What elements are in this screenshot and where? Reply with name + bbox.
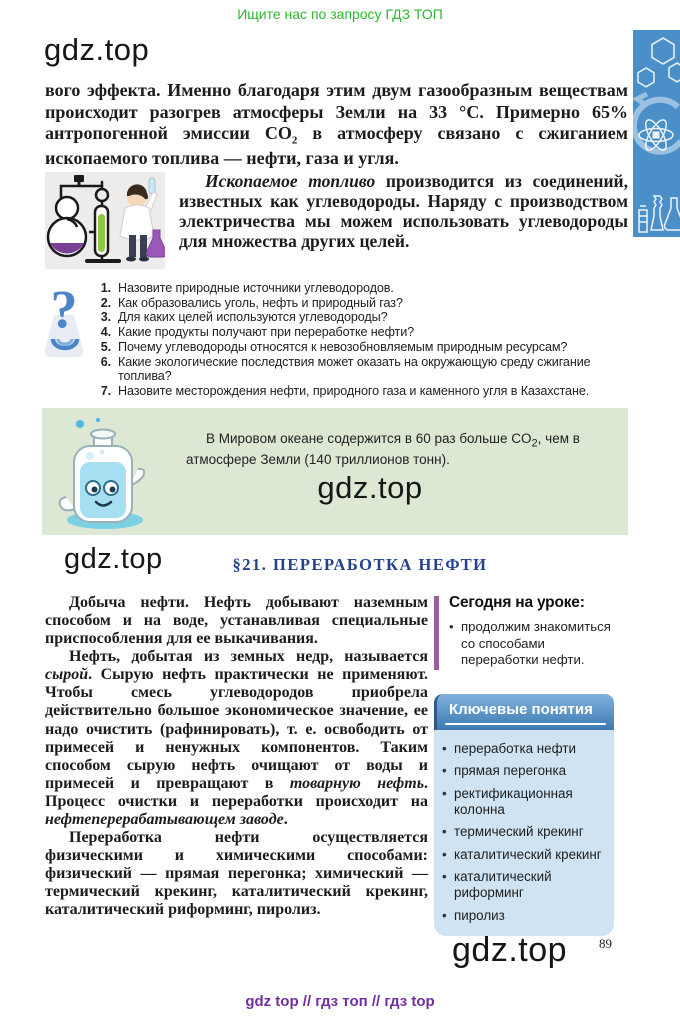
bullet-icon: •: [442, 907, 447, 923]
page-number: 89: [599, 936, 612, 951]
key-concept-item: • переработка нефти: [442, 741, 576, 756]
intro-paragraph: [45, 80, 628, 170]
bullet-icon: •: [442, 824, 447, 840]
questions-block: [42, 281, 628, 399]
fossil-fuel-term: Ископаемое топливо: [205, 171, 376, 191]
header-underline: [445, 723, 606, 725]
question-item: 4. Какие продукты получают при переработке нефти?: [100, 325, 415, 340]
key-concept-item: • пиролиз: [442, 907, 505, 923]
fossil-fuel-section: [45, 172, 628, 269]
today-lesson-title: Сегодня на уроке:: [449, 594, 585, 611]
key-concept-item: • прямая перегонка: [442, 763, 567, 779]
fact-text: В Мировом океане содержится в 60 раз больше $CO_2$, чем в атмосфере Земли (140 триллионов тонн).: [186, 431, 580, 467]
today-lesson-item: • продолжим знакомиться со способами переработки нефти.: [449, 619, 611, 667]
fossil-fuel-paragraph: [179, 172, 628, 269]
paragraph-oil-refining: Переработка нефти осуществляется физическими и химическими способами: физический — прямая перегонка; химический — термический крекинг, каталитический крекинг, каталитический риформинг, пиролиз.: [45, 829, 428, 919]
key-concept-item: • каталитический крекинг: [442, 846, 602, 862]
watermark-section: gdz.top: [64, 543, 163, 575]
footer-watermark: gdz top // гдз топ // гдз top: [245, 993, 435, 1010]
fossil-fuel-text: производится из соединений, известных как углеводороды. Наряду с производством электричества мы можем использовать углеводороды для множества других целей.: [179, 171, 628, 251]
top-search-banner: Ищите нас по запросу ГДЗ ТОП: [237, 6, 443, 22]
key-concepts-list: [434, 730, 614, 936]
key-concepts-title: Ключевые понятия: [449, 701, 593, 718]
key-concept-item: • каталитический риформинг: [442, 869, 552, 901]
intro-text-2: в атмосферу связано с сжиганием ископаемого топлива — нефти, газа и угля.: [45, 123, 628, 168]
bullet-icon: •: [442, 869, 447, 885]
question-item: 3. Для каких целей используются углеводороды?: [100, 310, 388, 325]
key-concept-item: • ректификационная колонна: [442, 785, 573, 818]
bullet-icon: •: [449, 619, 454, 634]
section-title: §21. ПЕРЕРАБОТКА НЕФТИ: [232, 555, 488, 574]
co2-subscript: 2: [531, 437, 538, 450]
bullet-icon: •: [442, 785, 447, 801]
bullet-icon: •: [442, 763, 447, 779]
questions-list: [91, 281, 628, 399]
paragraph-oil-extraction: Добыча нефти. Нефть добывают наземным способом и на воде, устанавливая специальные приспособления для ее выкачивания.: [45, 594, 428, 648]
question-item: 6. Какие экологические последствия может оказать на окружающую среду сжигание топлива?: [100, 354, 591, 384]
watermark-top: gdz.top: [44, 32, 150, 67]
article-text: [45, 594, 428, 919]
key-concept-item: • термический крекинг: [442, 824, 584, 840]
watermark-fact-box: gdz.top: [317, 470, 423, 505]
key-concepts-box: [434, 694, 614, 936]
question-item: 7. Назовите месторождения нефти, природного газа и каменного угля в Казахстане.: [100, 384, 590, 399]
svg-text:?: ?: [50, 281, 78, 339]
purple-accent-bar: [434, 596, 439, 670]
watermark-bottom: gdz.top: [452, 931, 568, 969]
scientist-illustration: [45, 172, 165, 269]
chemistry-icons-strip: [633, 30, 680, 237]
intro-text-1: вого эффекта. Именно благодаря этим двум газообразным веществам происходит разогрев атмосферы Земли на 33 °С. Примерно 65% антропогенной эмиссии CO: [45, 80, 628, 144]
today-lesson-box: [434, 594, 622, 669]
fact-box: [42, 408, 628, 535]
question-item: 5. Почему углеводороды относятся к невозобновляемым природным ресурсам?: [100, 339, 568, 354]
question-item: 1. Назовите природные источники углеводородов.: [100, 281, 394, 295]
co2-subscript: 2: [291, 134, 298, 147]
bullet-icon: •: [442, 846, 447, 862]
question-item: 2. Как образовались уголь, нефть и природный газ?: [100, 295, 403, 310]
question-mark-icon: [42, 281, 88, 365]
paragraph-crude-oil: Нефть, добытая из земных недр, называется сырой. Сырую нефть практически не применяют. Чтобы смесь углеводородов приобрела действительно большое экономическое значение, ее надо очистить (рафинировать), т. е. освободить от примесей и ненужных компонентов. Таким способом сырую нефть очищают от воды и примесей и превращают в товарную нефть. Процесс очистки и переработки происходит на нефтеперерабатывающем заводе.: [45, 648, 428, 828]
bullet-icon: •: [442, 741, 447, 756]
